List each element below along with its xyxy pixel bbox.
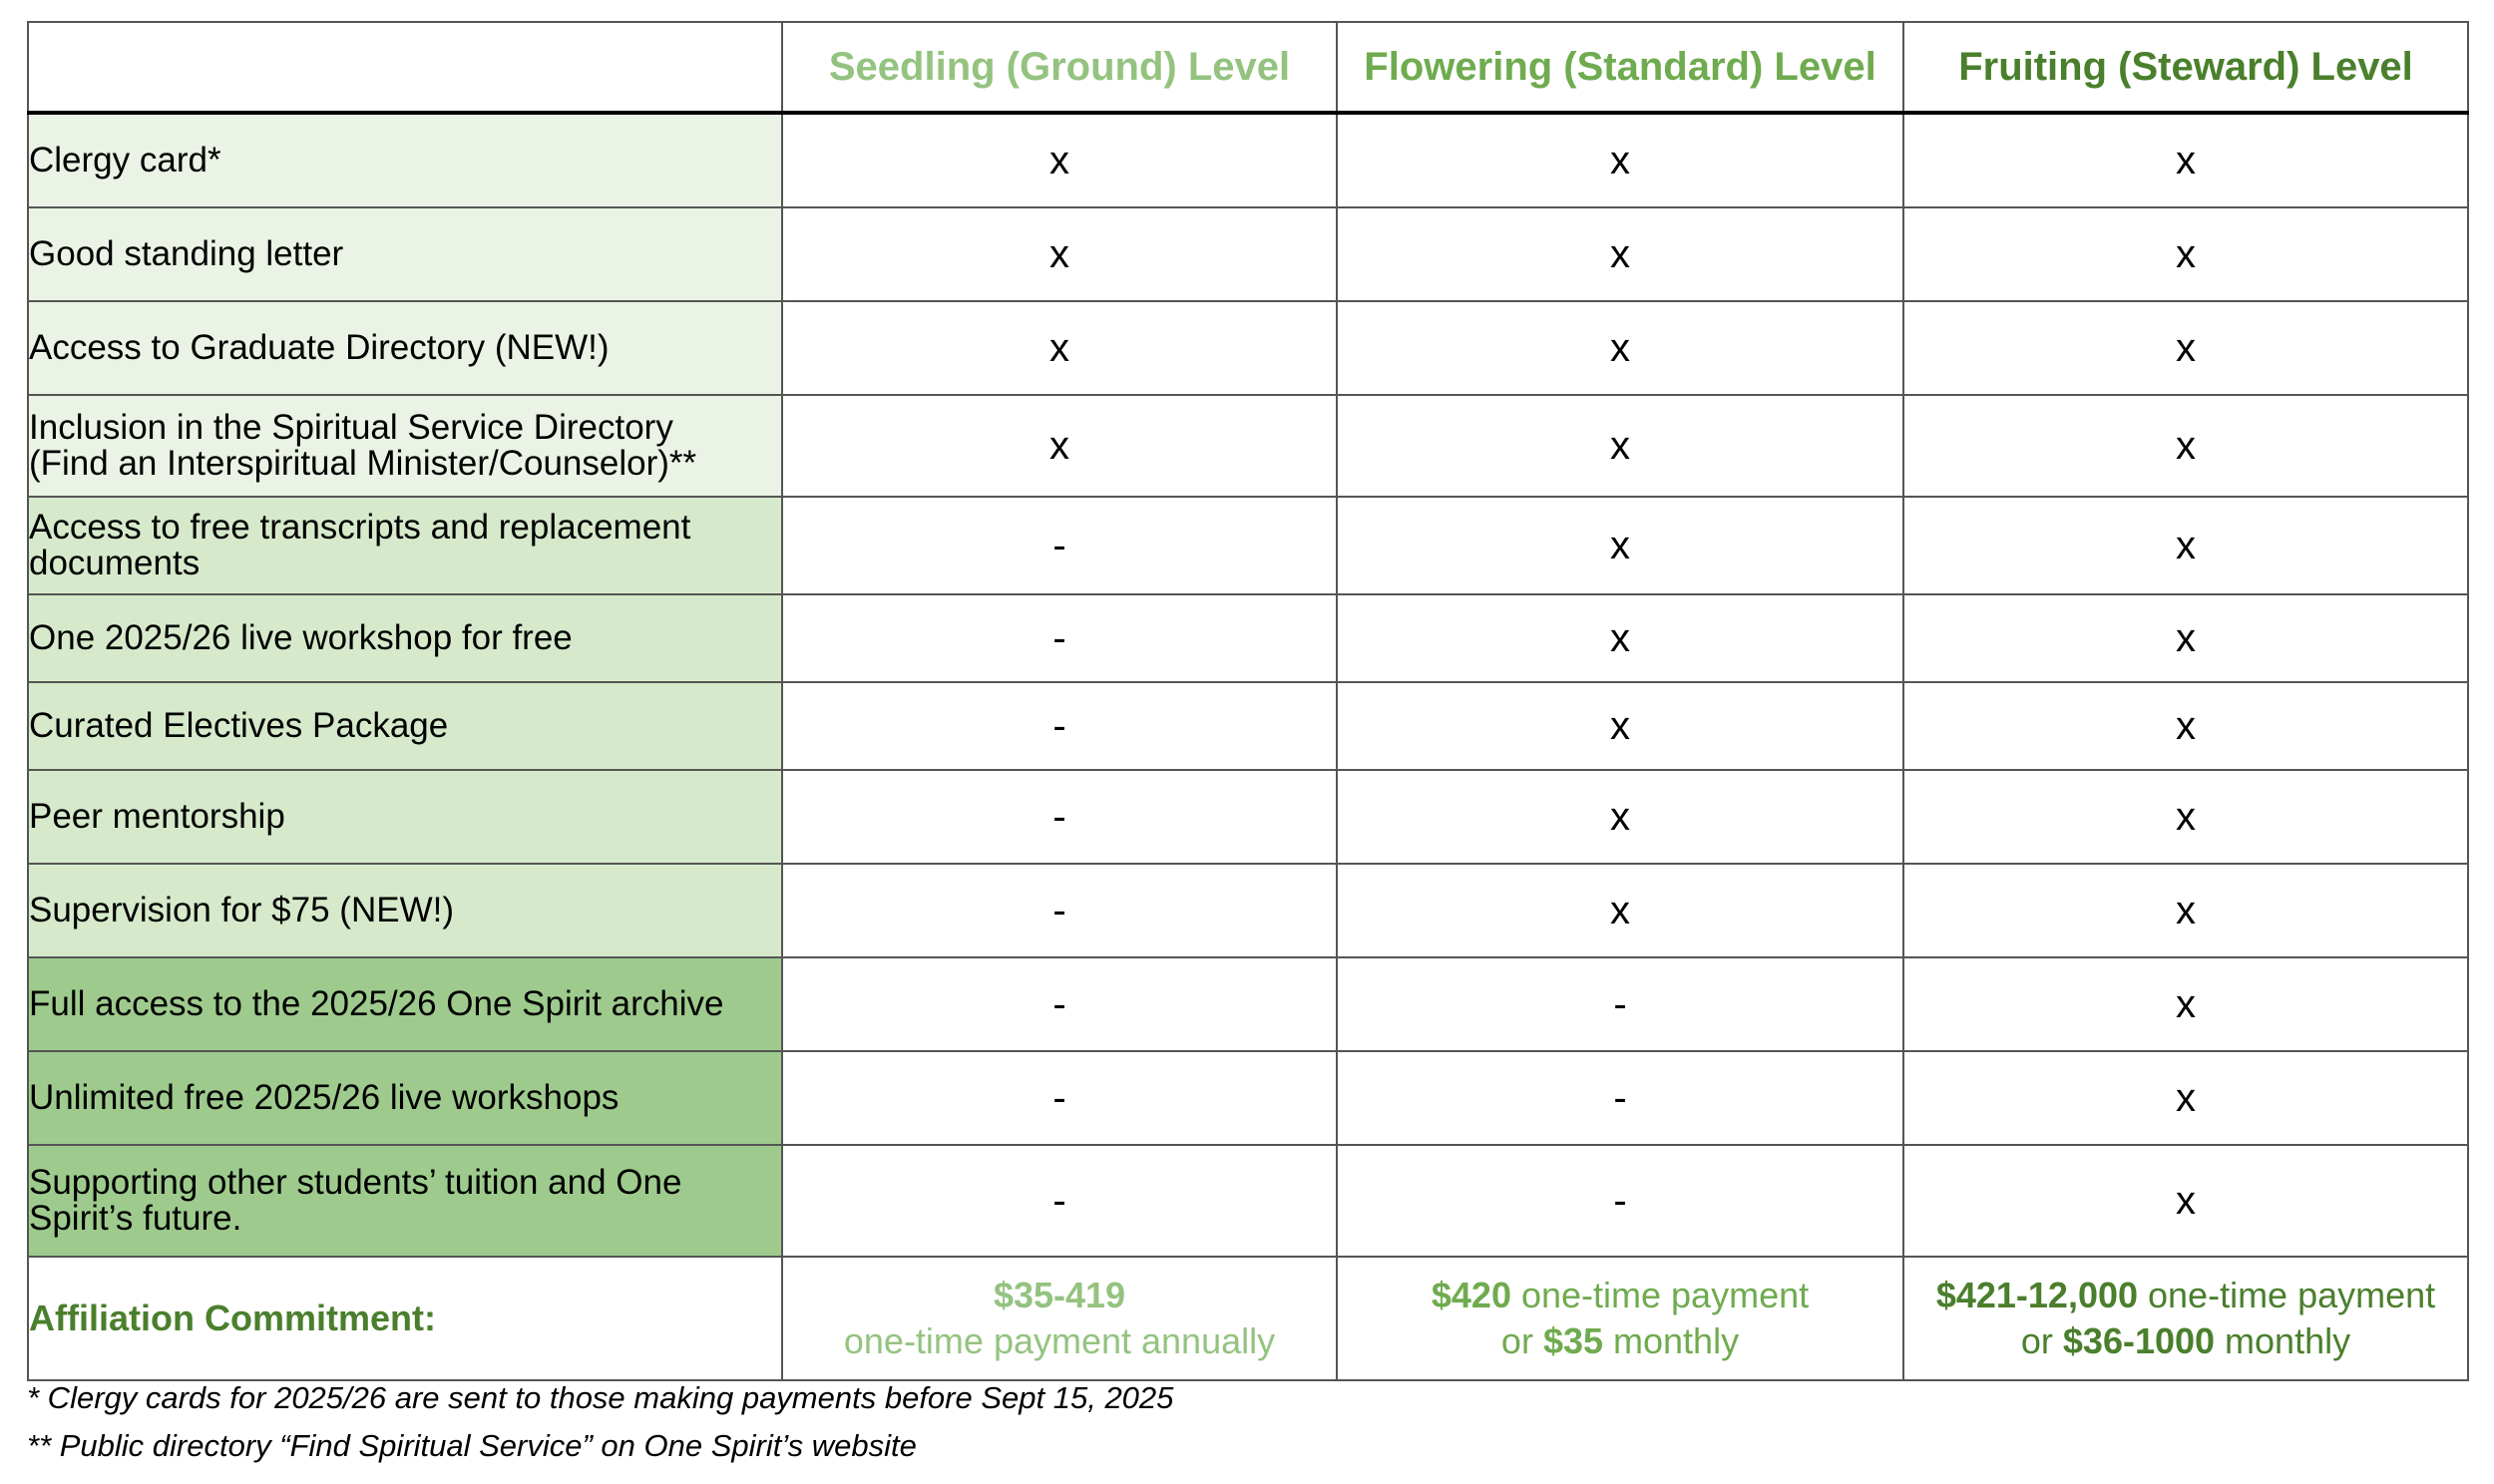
feature-label-line2: Spirit’s future. <box>29 1199 242 1238</box>
feature-label-line2: documents <box>29 544 201 582</box>
fruiting-mark: x <box>1903 770 2468 864</box>
header-row <box>28 22 2468 113</box>
seedling-mark: - <box>782 594 1337 682</box>
feature-label: Access to Graduate Directory (NEW!) <box>28 301 782 395</box>
commitment-label: Affiliation Commitment: <box>28 1257 782 1380</box>
table-row <box>28 207 2468 301</box>
feature-label-line1: Inclusion in the Spiritual Service Directory <box>29 408 673 447</box>
comparison-table <box>27 21 2469 1381</box>
feature-label <box>28 395 782 497</box>
seedling-mark: x <box>782 113 1337 207</box>
fruiting-mark: x <box>1903 113 2468 207</box>
feature-label: Good standing letter <box>28 207 782 301</box>
table-row <box>28 497 2468 594</box>
table-row <box>28 682 2468 770</box>
seedling-mark: - <box>782 770 1337 864</box>
feature-label <box>28 497 782 594</box>
feature-label-line1: Access to free transcripts and replacement <box>29 508 691 547</box>
fruiting-mark: x <box>1903 301 2468 395</box>
feature-label <box>28 1145 782 1257</box>
seedling-amount: $35-419 <box>993 1275 1126 1315</box>
seedling-mark: - <box>782 957 1337 1051</box>
footnotes <box>27 1374 2421 1470</box>
flowering-mark: x <box>1337 301 1903 395</box>
table-row <box>28 1051 2468 1145</box>
header-blank <box>28 22 782 113</box>
feature-label: One 2025/26 live workshop for free <box>28 594 782 682</box>
fruiting-mark: x <box>1903 957 2468 1051</box>
feature-label: Unlimited free 2025/26 live workshops <box>28 1051 782 1145</box>
seedling-mark: - <box>782 682 1337 770</box>
flowering-mark: x <box>1337 682 1903 770</box>
flowering-mark: x <box>1337 497 1903 594</box>
flowering-mark: - <box>1337 1051 1903 1145</box>
seedling-mark: - <box>782 1051 1337 1145</box>
flowering-monthly-amount: $35 <box>1542 1320 1604 1361</box>
table-row <box>28 395 2468 497</box>
seedling-payment-terms: one-time payment annually <box>843 1320 1276 1361</box>
fruiting-payment-terms: one-time payment <box>2138 1275 2436 1315</box>
fruiting-monthly-label: monthly <box>2215 1320 2351 1361</box>
flowering-monthly-label: monthly <box>1603 1320 1740 1361</box>
table-row <box>28 957 2468 1051</box>
fruiting-mark: x <box>1903 1145 2468 1257</box>
seedling-mark: x <box>782 207 1337 301</box>
flowering-mark: - <box>1337 1145 1903 1257</box>
table-row <box>28 1145 2468 1257</box>
flowering-mark: - <box>1337 957 1903 1051</box>
fruiting-mark: x <box>1903 594 2468 682</box>
flowering-mark: x <box>1337 770 1903 864</box>
seedling-mark: - <box>782 497 1337 594</box>
fruiting-mark: x <box>1903 395 2468 497</box>
seedling-mark: x <box>782 395 1337 497</box>
feature-label: Clergy card* <box>28 113 782 207</box>
header-flowering-level: Flowering (Standard) Level <box>1337 22 1903 113</box>
feature-label: Peer mentorship <box>28 770 782 864</box>
feature-label: Curated Electives Package <box>28 682 782 770</box>
feature-label-line1: Supporting other students’ tuition and One <box>29 1163 682 1202</box>
seedling-mark: - <box>782 1145 1337 1257</box>
header-seedling-level: Seedling (Ground) Level <box>782 22 1337 113</box>
commitment-row <box>28 1257 2468 1380</box>
flowering-amount: $420 <box>1431 1275 1511 1315</box>
header-fruiting-level: Fruiting (Steward) Level <box>1903 22 2468 113</box>
table-row <box>28 770 2468 864</box>
footnote-clergy-card: * Clergy cards for 2025/26 are sent to those making payments before Sept 15, 2025 <box>27 1380 1174 1415</box>
seedling-mark: - <box>782 864 1337 957</box>
feature-label-line2: (Find an Interspiritual Minister/Counselor)** <box>29 444 697 483</box>
table-row <box>28 301 2468 395</box>
feature-label: Full access to the 2025/26 One Spirit archive <box>28 957 782 1051</box>
fruiting-or: or <box>2020 1320 2063 1361</box>
seedling-price <box>782 1257 1337 1380</box>
flowering-payment-terms: one-time payment <box>1510 1275 1810 1315</box>
fruiting-mark: x <box>1903 864 2468 957</box>
membership-comparison <box>27 21 2467 1381</box>
fruiting-amount: $421-12,000 <box>1935 1275 2139 1315</box>
flowering-mark: x <box>1337 207 1903 301</box>
table-row <box>28 864 2468 957</box>
fruiting-mark: x <box>1903 1051 2468 1145</box>
flowering-mark: x <box>1337 864 1903 957</box>
fruiting-mark: x <box>1903 497 2468 594</box>
feature-label: Supervision for $75 (NEW!) <box>28 864 782 957</box>
flowering-mark: x <box>1337 594 1903 682</box>
flowering-or: or <box>1500 1320 1543 1361</box>
flowering-mark: x <box>1337 395 1903 497</box>
seedling-mark: x <box>782 301 1337 395</box>
fruiting-mark: x <box>1903 207 2468 301</box>
footnote-public-directory: ** Public directory “Find Spiritual Service” on One Spirit’s website <box>27 1428 917 1463</box>
fruiting-mark: x <box>1903 682 2468 770</box>
fruiting-monthly-amount: $36-1000 <box>2062 1320 2216 1361</box>
fruiting-price <box>1903 1257 2468 1380</box>
table-row <box>28 594 2468 682</box>
table-row <box>28 113 2468 207</box>
flowering-mark: x <box>1337 113 1903 207</box>
flowering-price <box>1337 1257 1903 1380</box>
